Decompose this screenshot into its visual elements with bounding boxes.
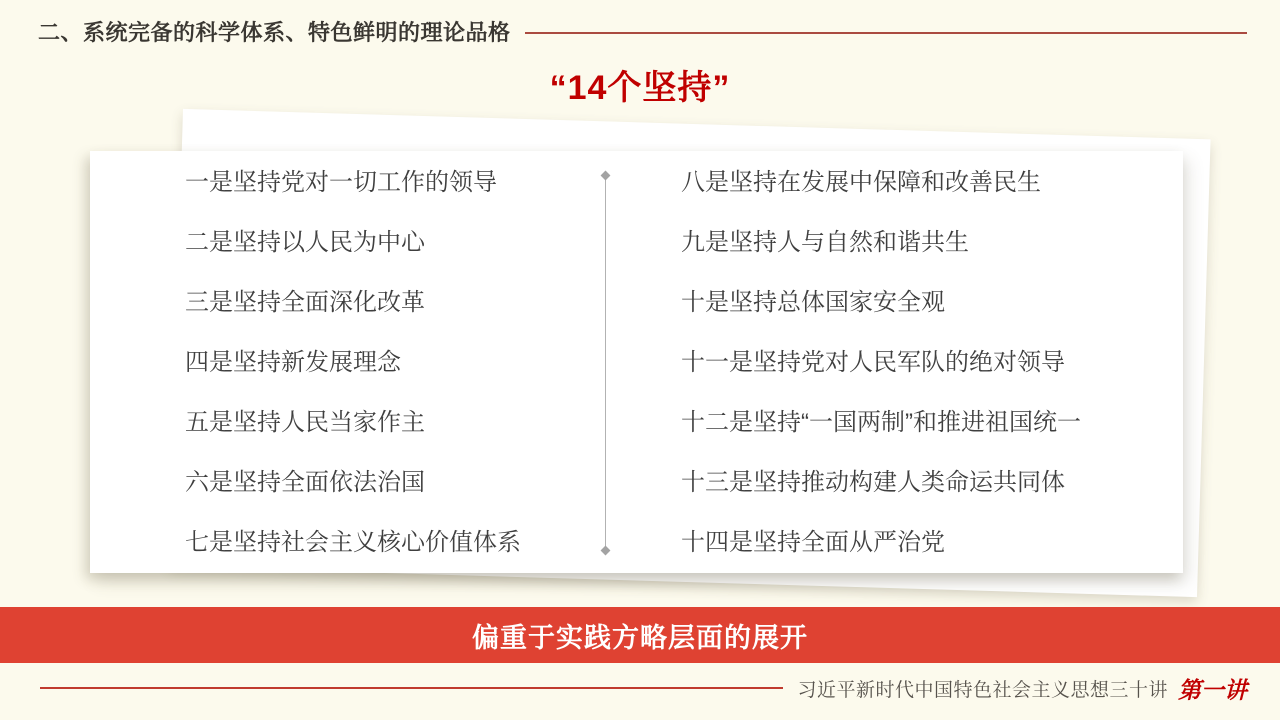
banner-text: 偏重于实践方略层面的展开: [472, 622, 808, 653]
footer-lecture-number: 第一讲: [1178, 677, 1247, 703]
list-item: 六是坚持全面依法治国: [185, 469, 425, 496]
list-item: 一是坚持党对一切工作的领导: [185, 169, 497, 196]
list-item: 十一是坚持党对人民军队的绝对领导: [681, 349, 1065, 376]
list-item: 四是坚持新发展理念: [185, 349, 401, 376]
highlight-banner: [0, 607, 1280, 663]
footer-divider-line: [40, 687, 783, 689]
list-item: 七是坚持社会主义核心价值体系: [185, 529, 521, 556]
page-title: “14个坚持”: [549, 69, 731, 107]
list-item: 十二是坚持“一国两制”和推进祖国统一: [681, 409, 1081, 436]
slide-footer: [40, 676, 1247, 703]
list-item: 三是坚持全面深化改革: [185, 289, 425, 316]
list-item: 十四是坚持全面从严治党: [681, 529, 945, 556]
list-column-right: [606, 151, 1183, 573]
section-heading: 二、系统完备的科学体系、特色鲜明的理论品格: [38, 20, 511, 45]
footer-series-title: 习近平新时代中国特色社会主义思想三十讲: [797, 679, 1168, 701]
list-column-left: [90, 151, 605, 573]
header-divider-line: [525, 32, 1247, 34]
list-item: 十三是坚持推动构建人类命运共同体: [681, 469, 1065, 496]
slide-header: [38, 16, 1247, 47]
column-divider: [605, 175, 606, 551]
list-item: 九是坚持人与自然和谐共生: [681, 229, 969, 256]
list-item: 二是坚持以人民为中心: [185, 229, 425, 256]
content-card: [90, 151, 1183, 573]
list-item: 十是坚持总体国家安全观: [681, 289, 945, 316]
list-item: 五是坚持人民当家作主: [185, 409, 425, 436]
list-item: 八是坚持在发展中保障和改善民生: [681, 169, 1041, 196]
